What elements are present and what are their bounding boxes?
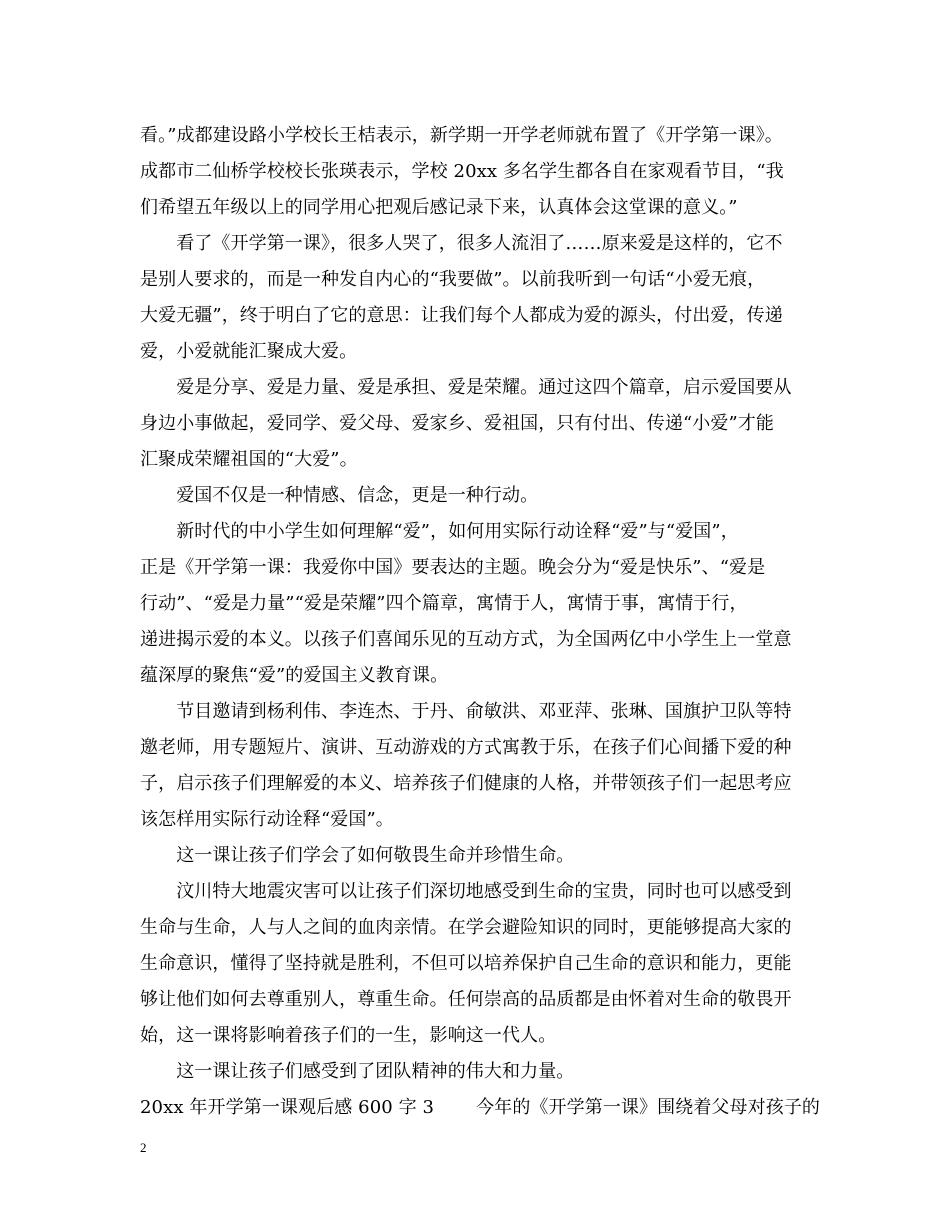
text-line: 子，启示孩子们理解爱的本义、培养孩子们健康的人格，并带领孩子们一起思考应 [140, 773, 792, 794]
text-line: 是别人要求的，而是一种发自内心的“我要做”。以前我听到一句话“小爱无痕， [140, 269, 766, 290]
text-line: 20xx 年开学第一课观后感 600 字 3 今年的《开学第一课》围绕着父母对孩子的 [140, 1097, 821, 1118]
text-line: 生命与生命，人与人之间的血肉亲情。在学会避险知识的同时，更能够提高大家的 [140, 917, 792, 938]
text-line: 蕴深厚的聚焦“爱”的爱国主义教育课。 [140, 665, 449, 686]
text-line: 爱国不仅是一种情感、信念，更是一种行动。 [140, 485, 539, 506]
text-line: 够让他们如何去尊重别人，尊重生命。任何崇高的品质都是由怀着对生命的敬畏开 [140, 989, 792, 1010]
text-line: 邀老师，用专题短片、演讲、互动游戏的方式寓教于乐，在孩子们心间播下爱的种 [140, 737, 792, 758]
text-line: 节目邀请到杨利伟、李连杰、于丹、俞敏洪、邓亚萍、张琳、国旗护卫队等特 [140, 701, 792, 722]
text-line: 正是《开学第一课：我爱你中国》要表达的主题。晚会分为“爱是快乐”、“爱是 [140, 557, 766, 578]
text-line: 该怎样用实际行动诠释“爱国”。 [140, 809, 394, 830]
text-line: 看了《开学第一课》，很多人哭了，很多人流泪了……原来爱是这样的，它不 [140, 233, 783, 254]
text-line: 新时代的中小学生如何理解“爱”，如何用实际行动诠释“爱”与“爱国”， [140, 521, 739, 542]
text-line: 们希望五年级以上的同学用心把观后感记录下来，认真体会这堂课的意义。” [140, 197, 738, 218]
body-text [140, 118, 820, 1126]
page-number: 2 [140, 1140, 147, 1155]
text-line: 汇聚成荣耀祖国的“大爱”。 [140, 449, 358, 470]
text-line: 行动”、“爱是力量”“爱是荣耀”四个篇章，寓情于人，寓情于事，寓情于行， [140, 593, 748, 614]
text-line: 大爱无疆”，终于明白了它的意思：让我们每个人都成为爱的源头，付出爱，传递 [140, 305, 783, 326]
text-line: 始，这一课将影响着孩子们的一生，影响这一代人。 [140, 1025, 557, 1046]
text-line: 递进揭示爱的本义。以孩子们喜闻乐见的互动方式，为全国两亿中小学生上一堂意 [140, 629, 792, 650]
text-line: 这一课让孩子们学会了如何敬畏生命并珍惜生命。 [140, 845, 575, 866]
text-line: 爱，小爱就能汇聚成大爱。 [140, 341, 358, 362]
text-line: 看。”成都建设路小学校长王桔表示，新学期一开学老师就布置了《开学第一课》。 [140, 125, 783, 146]
text-line: 生命意识，懂得了坚持就是胜利，不但可以培养保护自己生命的意识和能力，更能 [140, 953, 792, 974]
text-line: 汶川特大地震灾害可以让孩子们深切地感受到生命的宝贵，同时也可以感受到 [140, 881, 792, 902]
text-line: 成都市二仙桥学校校长张瑛表示，学校 20xx 多名学生都各自在家观看节目，“我 [140, 161, 784, 182]
text-line: 身边小事做起，爱同学、爱父母、爱家乡、爱祖国，只有付出、传递“小爱”才能 [140, 413, 775, 434]
text-line: 爱是分享、爱是力量、爱是承担、爱是荣耀。通过这四个篇章，启示爱国要从 [140, 377, 792, 398]
text-line: 这一课让孩子们感受到了团队精神的伟大和力量。 [140, 1061, 575, 1082]
